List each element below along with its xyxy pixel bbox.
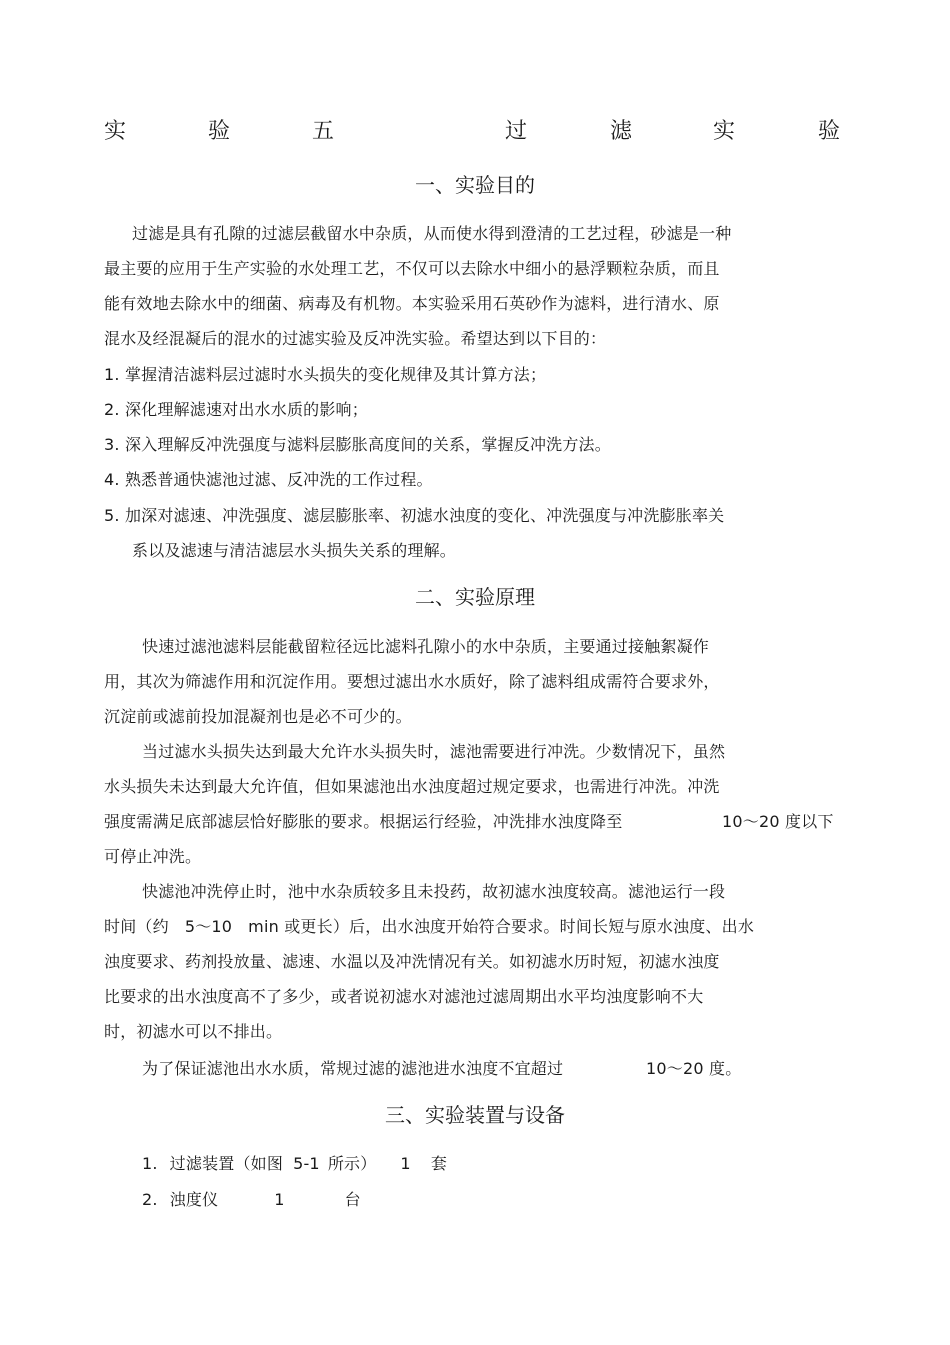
paragraph-line	[104, 916, 754, 938]
text-fragment: 5～10	[184, 917, 233, 936]
paragraph-line: 当过滤水头损失达到最大允许水头损失时，滤池需要进行冲洗。少数情况下，虽然	[142, 742, 726, 761]
title-char: 验	[208, 119, 231, 144]
title-char: 实	[104, 119, 127, 144]
section-heading: 一、实验目的	[415, 173, 535, 197]
paragraph-line: 快速过滤池滤料层能截留粒径远比滤料孔隙小的水中杂质，主要通过接触絮凝作	[142, 637, 710, 656]
item-number: 1.	[142, 1154, 158, 1173]
item-name: 过滤装置（如图	[169, 1154, 284, 1173]
item-number: 2.	[142, 1190, 158, 1209]
equipment-item	[142, 1153, 447, 1175]
paragraph-line: 过滤是具有孔隙的过滤层截留水中杂质，从而使水得到澄清的工艺过程，砂滤是一种	[132, 224, 732, 243]
equipment-item	[142, 1189, 361, 1211]
paragraph-line: 为了保证滤池出水水质，常规过滤的滤池进水浊度不宜超过	[142, 1059, 564, 1078]
item-quantity: 1	[400, 1154, 411, 1173]
list-item: 4. 熟悉普通快滤池过滤、反冲洗的工作过程。	[104, 470, 433, 489]
figure-ref: 5-1	[293, 1154, 320, 1173]
text-fragment: min 或更长）后，出水浊度开始符合要求。时间长短与原水浊度、出水	[248, 917, 755, 936]
paragraph-line: 用，其次为筛滤作用和沉淀作用。要想过滤出水水质好，除了滤料组成需符合要求外，	[104, 672, 720, 691]
paragraph-line: 混水及经混凝后的混水的过滤实验及反冲洗实验。希望达到以下目的：	[104, 329, 607, 348]
item-unit: 套	[430, 1154, 448, 1173]
section-heading: 三、实验装置与设备	[385, 1103, 565, 1127]
item-name: 浊度仪	[169, 1190, 219, 1209]
item-unit: 台	[344, 1190, 361, 1209]
section-heading: 二、实验原理	[415, 585, 535, 609]
title-char: 验	[818, 119, 841, 144]
list-item: 1. 掌握清洁滤料层过滤时水头损失的变化规律及其计算方法；	[104, 365, 547, 384]
paragraph-line: 沉淀前或滤前投加混凝剂也是必不可少的。	[104, 707, 412, 726]
paragraph-line: 比要求的出水浊度高不了多少，或者说初滤水对滤池过滤周期出水平均浊度影响不大	[104, 987, 704, 1006]
list-item: 3. 深入理解反冲洗强度与滤料层膨胀高度间的关系，掌握反冲洗方法。	[104, 435, 611, 454]
title-char: 实	[713, 119, 736, 144]
title-char: 滤	[610, 119, 633, 144]
paragraph-line-fragment: 10～20 度。	[646, 1059, 742, 1078]
paragraph-line: 时，初滤水可以不排出。	[104, 1022, 283, 1041]
paragraph-line: 能有效地去除水中的细菌、病毒及有机物。本实验采用石英砂作为滤料，进行清水、原	[104, 294, 720, 313]
title-char: 五	[312, 119, 335, 144]
list-item-continuation: 系以及滤速与清洁滤层水头损失关系的理解。	[132, 541, 457, 560]
paragraph-line: 可停止冲洗。	[104, 847, 202, 866]
paragraph-line: 浊度要求、药剂投放量、滤速、水温以及冲洗情况有关。如初滤水历时短，初滤水浊度	[104, 952, 720, 971]
paragraph-line-fragment: 10～20 度以下	[722, 812, 834, 831]
paragraph-line: 快滤池冲洗停止时，池中水杂质较多且未投药，故初滤水浊度较高。滤池运行一段	[142, 882, 726, 901]
item-name-rest: 所示）	[327, 1154, 377, 1173]
paragraph-line: 强度需满足底部滤层恰好膨胀的要求。根据运行经验，冲洗排水浊度降至	[104, 812, 623, 831]
paragraph-line: 水头损失未达到最大允许值，但如果滤池出水浊度超过规定要求，也需进行冲洗。冲洗	[104, 777, 720, 796]
text-fragment: 时间（约	[104, 917, 169, 936]
list-item: 5. 加深对滤速、冲洗强度、滤层膨胀率、初滤水浊度的变化、冲洗强度与冲洗膨胀率关	[104, 506, 725, 525]
item-quantity: 1	[274, 1190, 285, 1209]
paragraph-line: 最主要的应用于生产实验的水处理工艺，不仅可以去除水中细小的悬浮颗粒杂质，而且	[104, 259, 720, 278]
list-item: 2. 深化理解滤速对出水水质的影响；	[104, 400, 368, 419]
title-char: 过	[505, 119, 528, 144]
